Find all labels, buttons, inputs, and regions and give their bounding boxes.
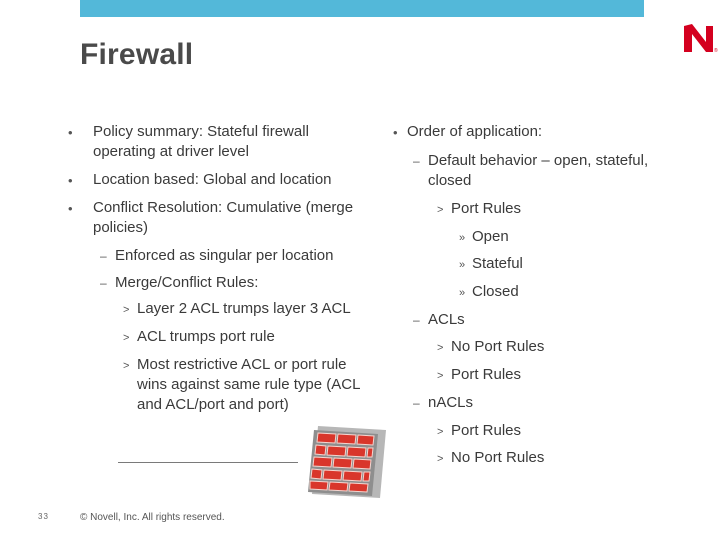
level4-marker: » xyxy=(459,232,466,244)
left-bullet-2: Location based: Global and location xyxy=(93,171,332,188)
right-sub-1-a: Port Rules xyxy=(451,200,522,217)
level4-marker: » xyxy=(459,259,466,271)
sub-dash: – xyxy=(413,396,420,410)
right-sub-2-b: Port Rules xyxy=(451,366,522,383)
subsub-marker: > xyxy=(123,360,130,372)
left-subsub-2: ACL trumps port rule xyxy=(137,328,275,345)
subsub-marker: > xyxy=(437,370,444,382)
right-sub-3-b: No Port Rules xyxy=(451,449,545,466)
left-subsub-3-line3: and ACL/port and port) xyxy=(137,396,289,413)
right-sub-2: ACLs xyxy=(428,311,465,328)
left-subsub-1: Layer 2 ACL trumps layer 3 ACL xyxy=(137,300,351,317)
page-number: 33 xyxy=(38,512,49,521)
divider-line xyxy=(118,462,298,463)
slide-title: Firewall xyxy=(80,38,194,71)
left-bullet-1: Policy summary: Stateful firewall xyxy=(93,123,309,140)
left-subsub-3-line2: wins against same rule type (ACL xyxy=(137,376,361,393)
subsub-marker: > xyxy=(437,204,444,216)
right-sub-3: nACLs xyxy=(428,394,474,411)
left-subsub-3-line1: Most restrictive ACL or port rule xyxy=(137,356,347,373)
right-sub-1-a-iii: Closed xyxy=(472,283,519,300)
left-bullet-3: Conflict Resolution: Cumulative (merge xyxy=(93,199,354,216)
right-sub-3-a: Port Rules xyxy=(451,422,522,439)
sub-dash: – xyxy=(100,276,107,290)
right-sub-1-cont: closed xyxy=(428,172,472,189)
bullet-dot: • xyxy=(393,125,398,140)
copyright-notice: © Novell, Inc. All rights reserved. xyxy=(80,512,225,523)
sub-dash: – xyxy=(100,249,107,263)
right-bullet-1: Order of application: xyxy=(407,123,543,140)
sub-dash: – xyxy=(413,154,420,168)
bullet-dot: • xyxy=(68,173,73,188)
left-bullet-3-cont: policies) xyxy=(93,219,149,236)
novell-logo-icon xyxy=(682,22,718,54)
left-bullet-1-cont: operating at driver level xyxy=(93,143,249,160)
bullet-dot: • xyxy=(68,125,73,140)
subsub-marker: > xyxy=(123,304,130,316)
svg-text:®: ® xyxy=(714,48,718,54)
subsub-marker: > xyxy=(437,342,444,354)
right-sub-2-a: No Port Rules xyxy=(451,338,545,355)
brick-wall-icon xyxy=(306,426,386,498)
bullet-dot: • xyxy=(68,201,73,216)
subsub-marker: > xyxy=(123,332,130,344)
left-sub-2: Merge/Conflict Rules: xyxy=(115,274,259,291)
subsub-marker: > xyxy=(437,426,444,438)
right-sub-1: Default behavior – open, stateful, xyxy=(428,152,649,169)
level4-marker: » xyxy=(459,287,466,299)
right-sub-1-a-i: Open xyxy=(472,228,509,245)
left-sub-1: Enforced as singular per location xyxy=(115,247,334,264)
subsub-marker: > xyxy=(437,453,444,465)
sub-dash: – xyxy=(413,313,420,327)
header-accent-bar xyxy=(80,0,644,17)
right-sub-1-a-ii: Stateful xyxy=(472,255,523,272)
